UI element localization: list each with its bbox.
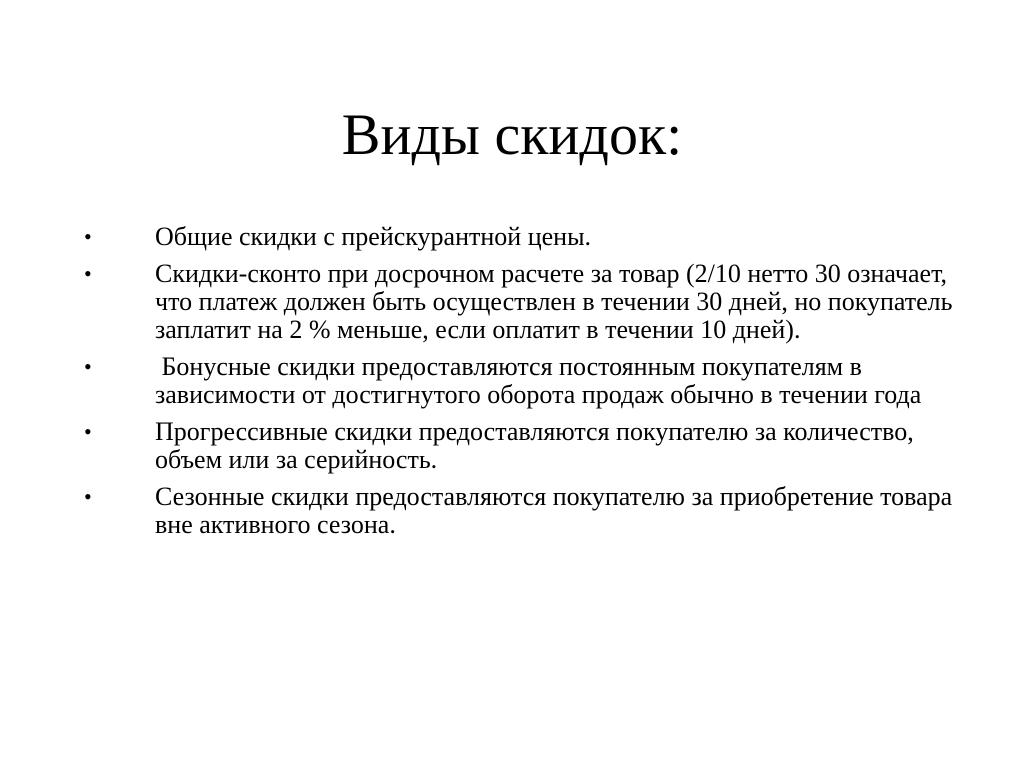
bullet-text: Скидки-сконто при досрочном расчете за товар (2/10 нетто 30 означает, что платеж должен быть осуществлен в течении 30 дней, но покупатель заплатит на 2 % меньше, если оплатит в течении 10 дней). [155, 259, 959, 344]
bullet-item-general [0, 223, 955, 251]
bullet-item-seasonal [0, 482, 959, 539]
bullet-icon: • [84, 484, 92, 509]
bullet-item-bonus [0, 353, 955, 409]
bullet-text: Прогрессивные скидки предоставляются покупателю за количество, объем или за серийность. [155, 417, 921, 474]
bullet-icon: • [84, 419, 92, 444]
bullet-text: Общие скидки с прейскурантной цены. [155, 222, 592, 251]
bullet-list [0, 223, 1024, 548]
slide-title: Виды скидок: [341, 102, 683, 167]
bullet-text: Бонусные скидки предоставляются постоянным покупателям в зависимости от достигнутого оборота продаж обычно в течении года [155, 352, 922, 409]
bullet-icon: • [84, 261, 92, 286]
bullet-icon: • [84, 354, 92, 379]
bullet-item-progressive [0, 418, 955, 474]
bullet-item-sconto [0, 259, 959, 344]
bullet-icon: • [84, 224, 92, 249]
bullet-text: Сезонные скидки предоставляются покупателю за приобретение товара вне активного сезона. [155, 482, 959, 539]
